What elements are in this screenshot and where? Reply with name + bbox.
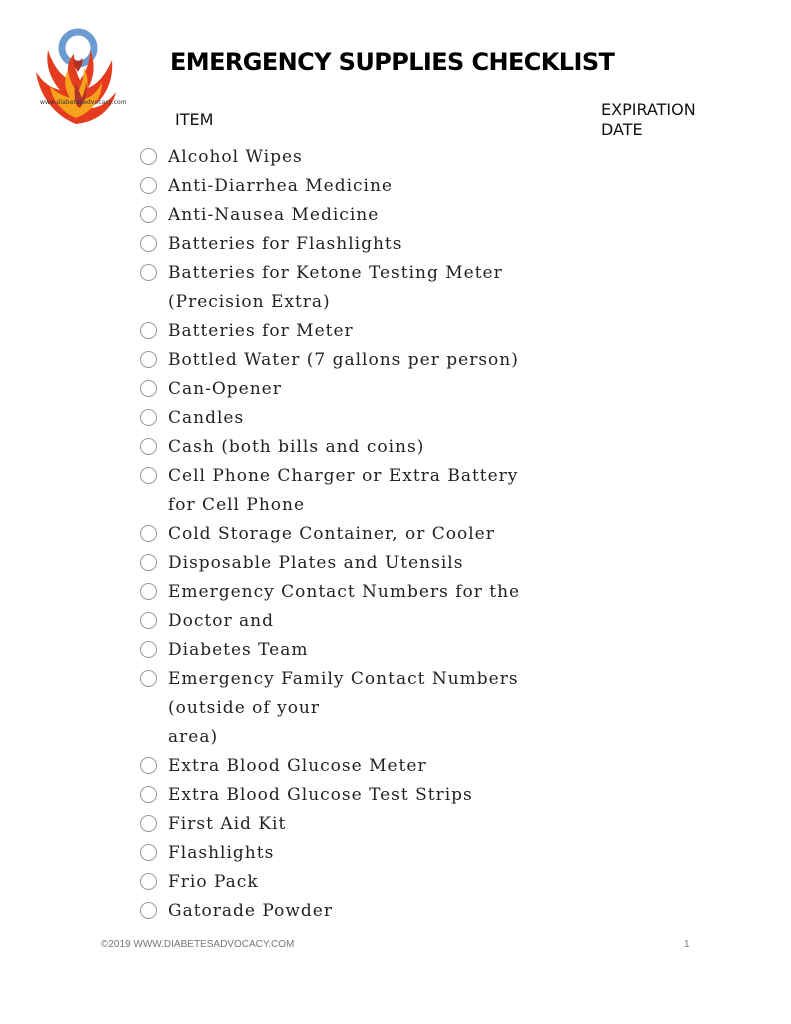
checkbox[interactable] <box>140 873 157 890</box>
list-item <box>140 665 560 694</box>
item-label: Gatorade Powder <box>168 901 333 921</box>
list-item <box>140 839 560 868</box>
list-item <box>140 172 560 201</box>
checkbox[interactable] <box>140 757 157 774</box>
list-item <box>140 723 560 752</box>
checkbox[interactable] <box>140 844 157 861</box>
checkbox[interactable] <box>140 612 157 629</box>
list-item <box>140 259 560 288</box>
item-label: Cold Storage Container, or Cooler <box>168 524 495 544</box>
list-item <box>140 346 560 375</box>
checkbox[interactable] <box>140 583 157 600</box>
checkbox[interactable] <box>140 351 157 368</box>
checklist <box>140 143 560 926</box>
checkbox[interactable] <box>140 467 157 484</box>
list-item <box>140 549 560 578</box>
item-label: Batteries for Flashlights <box>168 234 403 254</box>
list-item <box>140 520 560 549</box>
phoenix-logo-icon <box>30 28 122 128</box>
item-label: Cash (both bills and coins) <box>168 437 425 457</box>
item-label: Emergency Family Contact Numbers <box>168 669 519 689</box>
checkbox[interactable] <box>140 525 157 542</box>
item-label: Disposable Plates and Utensils <box>168 553 464 573</box>
list-item <box>140 375 560 404</box>
item-label: Flashlights <box>168 843 275 863</box>
checkbox[interactable] <box>140 148 157 165</box>
list-item <box>140 404 560 433</box>
list-item <box>140 317 560 346</box>
checkbox[interactable] <box>140 264 157 281</box>
item-label: Anti-Nausea Medicine <box>168 205 380 225</box>
list-item <box>140 781 560 810</box>
checkbox[interactable] <box>140 670 157 687</box>
item-label: Doctor and <box>168 611 274 631</box>
checkbox[interactable] <box>140 902 157 919</box>
item-label: Can-Opener <box>168 379 282 399</box>
checkbox[interactable] <box>140 815 157 832</box>
checkbox[interactable] <box>140 177 157 194</box>
item-label: Emergency Contact Numbers for the <box>168 582 521 602</box>
item-label: Anti-Diarrhea Medicine <box>168 176 393 196</box>
item-label: Batteries for Ketone Testing Meter <box>168 263 503 283</box>
item-label: First Aid Kit <box>168 814 287 834</box>
checkbox[interactable] <box>140 380 157 397</box>
list-item <box>140 230 560 259</box>
list-item <box>140 201 560 230</box>
page-title: EMERGENCY SUPPLIES CHECKLIST <box>170 48 615 76</box>
item-label: (outside of your <box>168 698 320 718</box>
checkbox[interactable] <box>140 438 157 455</box>
list-item <box>140 636 560 665</box>
item-label: Diabetes Team <box>168 640 309 660</box>
checkbox[interactable] <box>140 554 157 571</box>
list-item <box>140 143 560 172</box>
list-item <box>140 810 560 839</box>
item-label: Extra Blood Glucose Meter <box>168 756 427 776</box>
item-label: Bottled Water (7 gallons per person) <box>168 350 519 370</box>
list-item <box>140 433 560 462</box>
list-item <box>140 578 560 607</box>
checkbox[interactable] <box>140 235 157 252</box>
checkbox[interactable] <box>140 786 157 803</box>
column-header-expiration: EXPIRATION DATE <box>601 100 696 139</box>
item-label: Extra Blood Glucose Test Strips <box>168 785 473 805</box>
checkbox[interactable] <box>140 206 157 223</box>
item-label: Candles <box>168 408 245 428</box>
list-item <box>140 752 560 781</box>
page-number: 1 <box>684 939 690 950</box>
item-label: Cell Phone Charger or Extra Battery <box>168 466 519 486</box>
checkbox[interactable] <box>140 322 157 339</box>
item-label: area) <box>168 727 219 747</box>
checkbox[interactable] <box>140 409 157 426</box>
column-header-item: ITEM <box>175 110 214 129</box>
list-item <box>140 868 560 897</box>
checkbox[interactable] <box>140 641 157 658</box>
list-item <box>140 607 560 636</box>
list-item <box>140 288 560 317</box>
item-label: Batteries for Meter <box>168 321 354 341</box>
item-label: (Precision Extra) <box>168 292 331 312</box>
list-item <box>140 694 560 723</box>
item-label: Alcohol Wipes <box>168 147 303 167</box>
list-item <box>140 897 560 926</box>
list-item <box>140 462 560 491</box>
item-label: for Cell Phone <box>168 495 306 515</box>
logo-url: www.diabetesadvocacy.com <box>40 99 127 106</box>
footer-copyright: ©2019 WWW.DIABETESADVOCACY.COM <box>101 939 295 950</box>
item-label: Frio Pack <box>168 872 259 892</box>
list-item <box>140 491 560 520</box>
